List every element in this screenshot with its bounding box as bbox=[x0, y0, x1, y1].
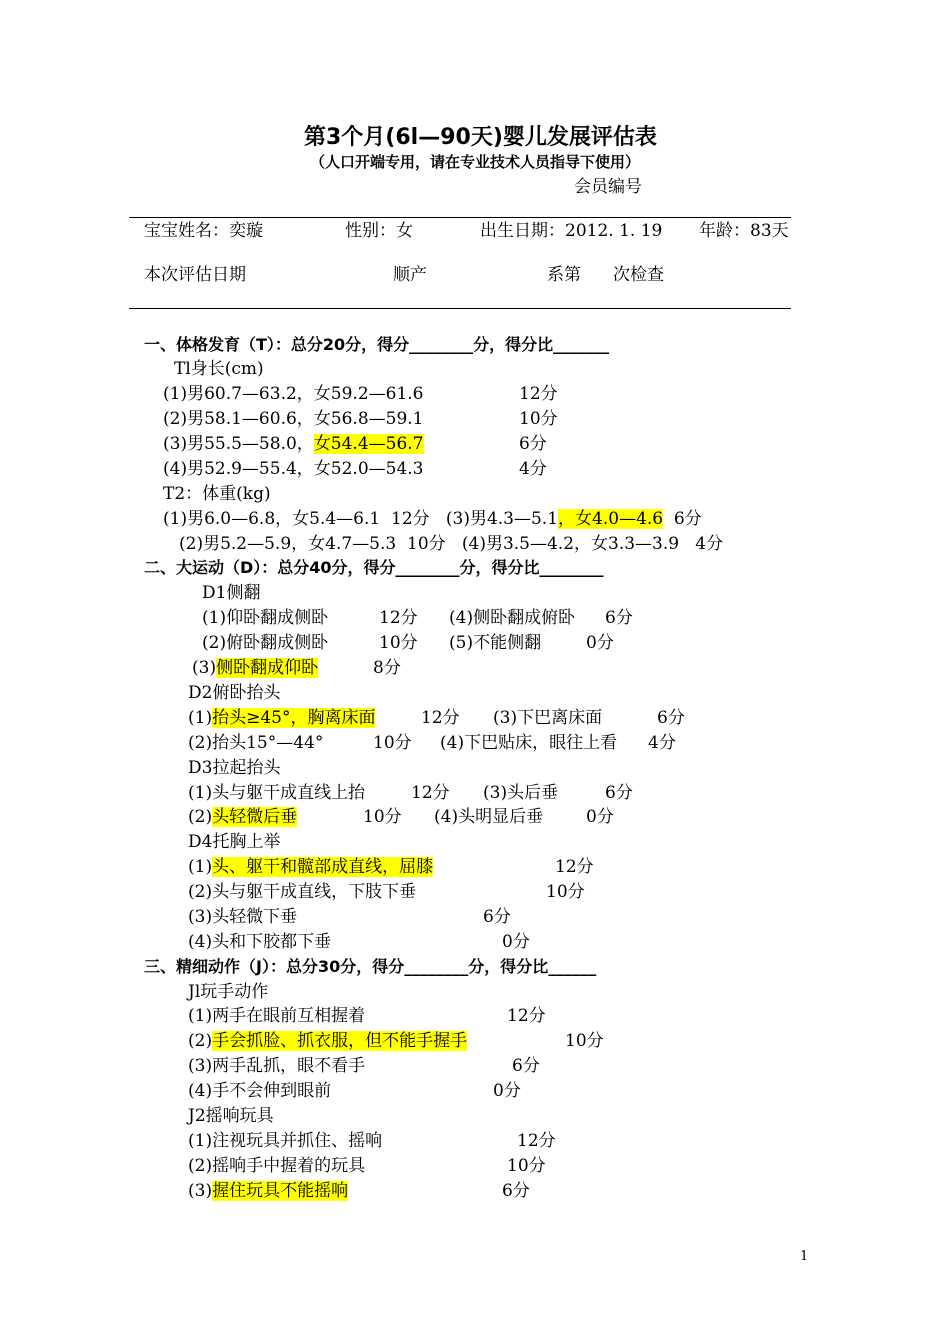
d4-option-4: (4)头和下胶都下垂 bbox=[188, 932, 332, 952]
j2-option-2: (2)摇响手中握着的玩具 bbox=[188, 1156, 366, 1176]
section-fine-motor-heading: 三、精细动作（J）：总分30分，得分________分，得分比______ bbox=[144, 957, 597, 976]
page-subtitle: （人口开端专用，请在专业技术人员指导下使用） bbox=[310, 153, 641, 171]
j1-score-2: 10分 bbox=[565, 1031, 604, 1051]
member-number-label: 会员编号 bbox=[574, 177, 642, 197]
d3-score-2: 10分 bbox=[363, 807, 402, 827]
d2-score-4: 4分 bbox=[648, 733, 676, 753]
info-bottom-rule bbox=[129, 308, 791, 309]
d2-option-4: (4)下巴贴床，眼往上看 bbox=[440, 733, 618, 753]
d1-score-2: 10分 bbox=[379, 633, 418, 653]
page-number: 1 bbox=[800, 1249, 809, 1264]
j1-option-2-highlight: 手会抓脸、抓衣服，但不能手握手 bbox=[212, 1031, 468, 1051]
d1-score-4: 6分 bbox=[605, 608, 633, 628]
j1-option-4: (4)手不会伸到眼前 bbox=[188, 1081, 332, 1101]
birth-date: 出生日期：2012. 1. 19 bbox=[480, 221, 663, 241]
baby-name: 宝宝姓名：奕璇 bbox=[144, 221, 263, 241]
d2-score-1: 12分 bbox=[421, 708, 460, 728]
d2-option-2: (2)抬头15°—44° bbox=[188, 733, 324, 753]
d1-option-5: (5)不能侧翻 bbox=[449, 633, 542, 653]
delivery-type: 顺产 bbox=[393, 265, 427, 285]
d2-option-1: (1)抬头≥45°，胸离床面 bbox=[188, 708, 376, 728]
j1-score-1: 12分 bbox=[507, 1006, 546, 1026]
d3-option-2-highlight: 头轻微后垂 bbox=[212, 807, 298, 827]
d4-option-1: (1)头、躯干和髋部成直线，屈膝 bbox=[188, 857, 434, 877]
d2-title: D2俯卧抬头 bbox=[188, 683, 281, 703]
section-gross-motor-heading: 二、大运动（D）：总分40分，得分________分，得分比________ bbox=[144, 558, 604, 577]
j1-title: Jl玩手动作 bbox=[188, 982, 269, 1002]
j2-option-3-highlight: 握住玩具不能摇响 bbox=[212, 1181, 349, 1201]
d3-score-4: 0分 bbox=[586, 807, 614, 827]
t1-score-3: 6分 bbox=[519, 434, 547, 454]
d4-option-3: (3)头轻微下垂 bbox=[188, 907, 298, 927]
j2-score-1: 12分 bbox=[517, 1131, 556, 1151]
d2-option-3: (3)下巴离床面 bbox=[493, 708, 603, 728]
t1-option-3-highlight: 女54.4—56.7 bbox=[313, 434, 424, 454]
check-order-suffix: 次检查 bbox=[613, 265, 664, 285]
j2-score-3: 6分 bbox=[502, 1181, 530, 1201]
gender: 性别：女 bbox=[345, 221, 413, 241]
d1-option-2: (2)俯卧翻成侧卧 bbox=[202, 633, 329, 653]
d4-score-4: 0分 bbox=[502, 932, 530, 952]
t1-score-2: 10分 bbox=[519, 409, 558, 429]
j1-score-4: 0分 bbox=[493, 1081, 521, 1101]
t2-title: T2：体重(kg) bbox=[163, 484, 271, 504]
top-rule bbox=[129, 217, 791, 218]
t1-option-4: (4)男52.9—55.4，女52.0—54.3 bbox=[163, 459, 424, 479]
j1-option-2: (2)手会抓脸、抓衣服，但不能手握手 bbox=[188, 1031, 468, 1051]
d1-title: D1侧翻 bbox=[202, 583, 261, 603]
d1-option-1: (1)仰卧翻成侧卧 bbox=[202, 608, 329, 628]
d4-option-2: (2)头与躯干成直线，下肢下垂 bbox=[188, 882, 417, 902]
t2-row-1-highlight: ，女4.0—4.6 bbox=[558, 509, 664, 529]
d4-score-3: 6分 bbox=[483, 907, 511, 927]
d1-score-1: 12分 bbox=[379, 608, 418, 628]
t2-row-2: (2)男5.2—5.9，女4.7—5.3 10分 (4)男3.5—4.2，女3.3—3.9 4分 bbox=[179, 534, 724, 554]
check-order-prefix: 系第 bbox=[547, 265, 581, 285]
j1-score-3: 6分 bbox=[512, 1056, 540, 1076]
j1-option-1: (1)两手在眼前互相握着 bbox=[188, 1006, 366, 1026]
t1-score-1: 12分 bbox=[519, 384, 558, 404]
j2-title: J2摇响玩具 bbox=[188, 1106, 274, 1126]
d1-score-3: 8分 bbox=[373, 658, 401, 678]
t1-option-2: (2)男58.1—60.6，女56.8—59.1 bbox=[163, 409, 424, 429]
d2-option-1-highlight: 抬头≥45°，胸离床面 bbox=[212, 708, 376, 728]
t1-title: Tl身长(cm) bbox=[174, 359, 264, 379]
d3-option-1: (1)头与躯干成直线上抬 bbox=[188, 783, 366, 803]
j2-score-2: 10分 bbox=[507, 1156, 546, 1176]
d1-option-3-highlight: 侧卧翻成仰卧 bbox=[216, 658, 319, 678]
j1-option-3: (3)两手乱抓，眼不看手 bbox=[188, 1056, 366, 1076]
d4-title: D4托胸上举 bbox=[188, 832, 281, 852]
d4-score-1: 12分 bbox=[555, 857, 594, 877]
d3-score-3: 6分 bbox=[605, 783, 633, 803]
t2-row-1: (1)男6.0—6.8，女5.4—6.1 12分 (3)男4.3—5.1，女4.0—4.6 6分 bbox=[163, 509, 702, 529]
page-title: 第3个月(6l—90天)婴儿发展评估表 bbox=[304, 125, 657, 150]
d4-score-2: 10分 bbox=[546, 882, 585, 902]
d4-option-1-highlight: 头、躯干和髋部成直线，屈膝 bbox=[212, 857, 434, 877]
d3-option-3: (3)头后垂 bbox=[483, 783, 559, 803]
t1-option-3: (3)男55.5—58.0，女54.4—56.7 bbox=[163, 434, 424, 454]
j2-option-3: (3)握住玩具不能摇响 bbox=[188, 1181, 349, 1201]
section-physical-heading: 一、体格发育（T）：总分20分，得分________分，得分比_______ bbox=[144, 335, 610, 354]
d3-option-4: (4)头明显后垂 bbox=[434, 807, 544, 827]
d2-score-3: 6分 bbox=[657, 708, 685, 728]
j2-option-1: (1)注视玩具并抓住、摇响 bbox=[188, 1131, 383, 1151]
d1-score-5: 0分 bbox=[586, 633, 614, 653]
d3-score-1: 12分 bbox=[411, 783, 450, 803]
d3-title: D3拉起抬头 bbox=[188, 758, 281, 778]
d3-option-2: (2)头轻微后垂 bbox=[188, 807, 298, 827]
d1-option-3: (3)侧卧翻成仰卧 bbox=[192, 658, 319, 678]
age: 年龄：83天 bbox=[699, 221, 789, 241]
d1-option-4: (4)侧卧翻成俯卧 bbox=[449, 608, 576, 628]
t1-option-1: (1)男60.7—63.2，女59.2—61.6 bbox=[163, 384, 424, 404]
eval-date-label: 本次评估日期 bbox=[144, 265, 246, 285]
d2-score-2: 10分 bbox=[373, 733, 412, 753]
t1-score-4: 4分 bbox=[519, 459, 547, 479]
